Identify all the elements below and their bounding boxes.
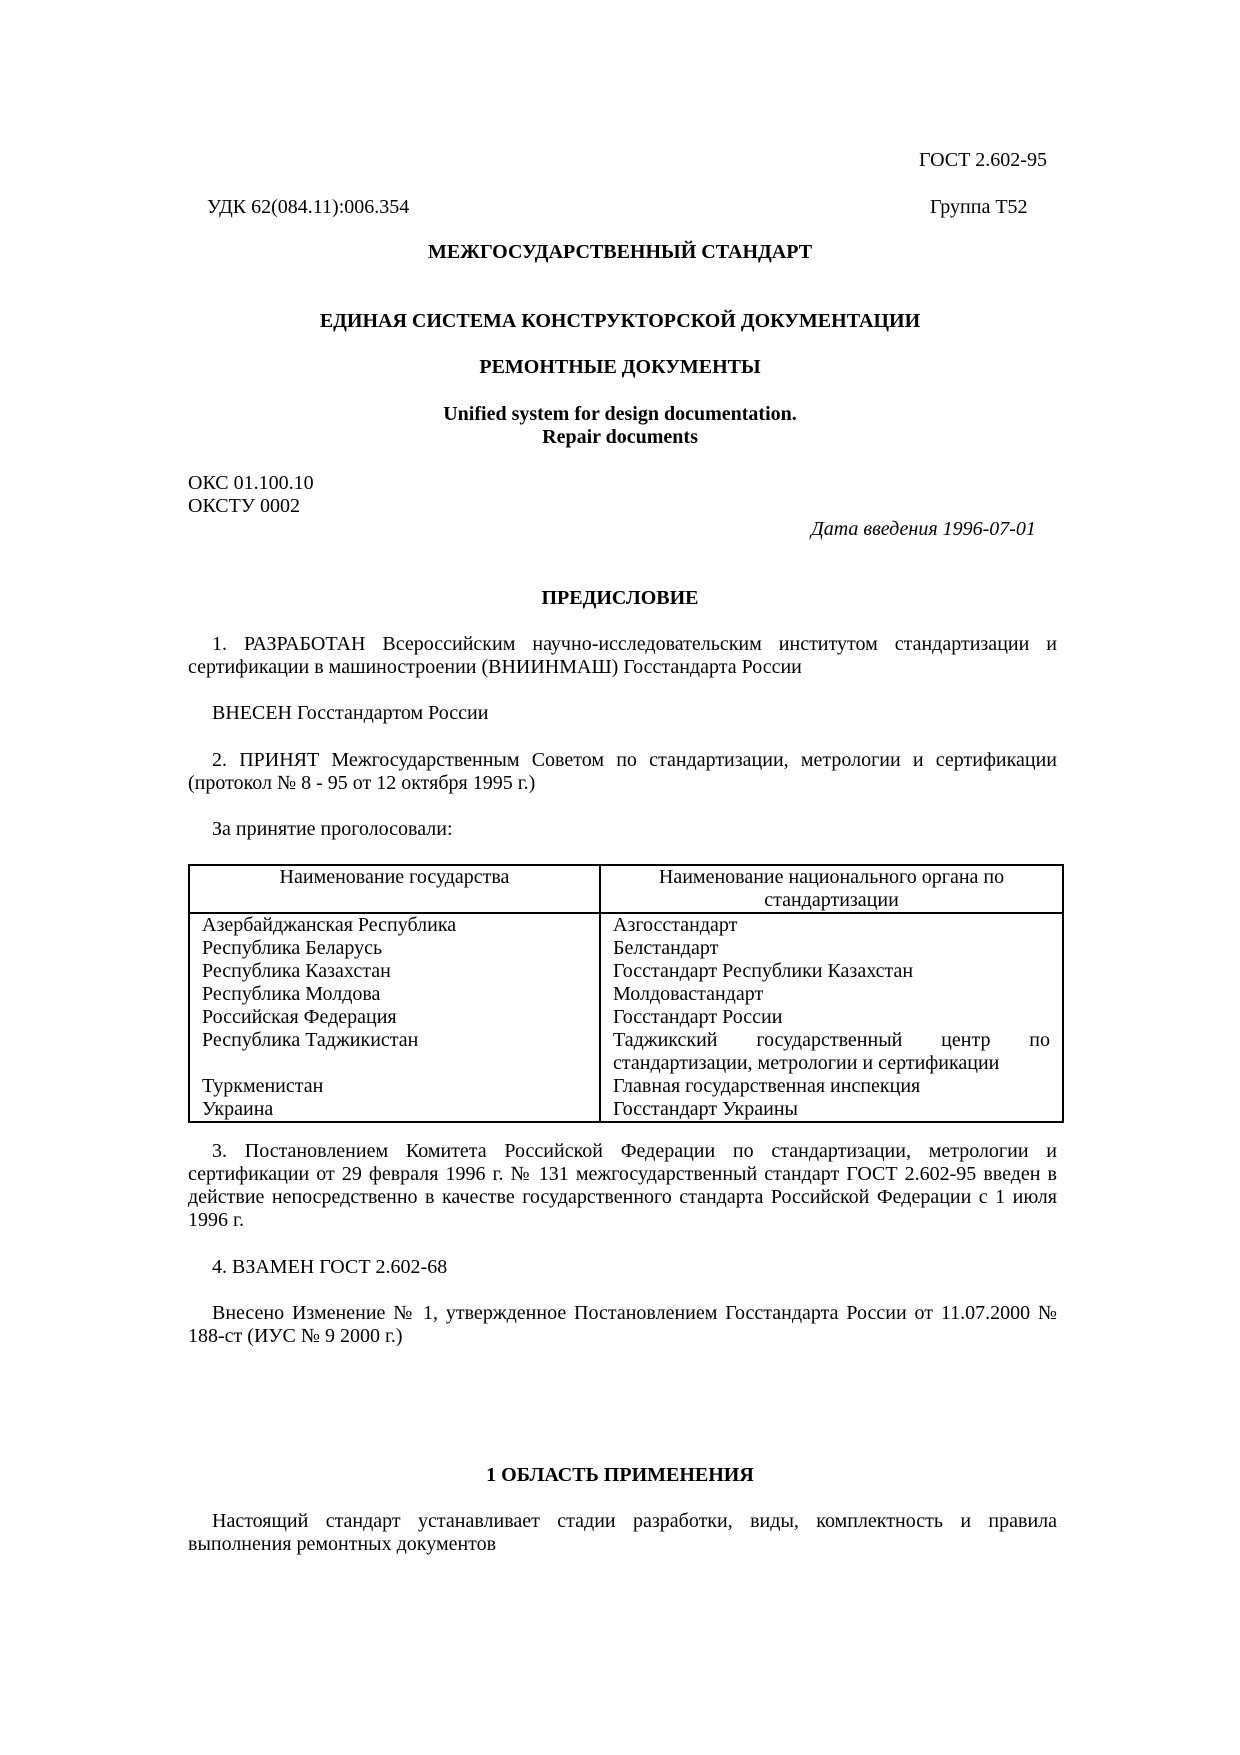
foreword-paragraph-1: 1. РАЗРАБОТАН Всероссийским научно-исследовательским институтом стандартизации и сертификации в машиностроении (ВНИИНМАШ) Госстандарта России [188, 633, 1057, 678]
document-subject-title: РЕМОНТНЫЕ ДОКУМЕНТЫ [479, 356, 761, 378]
section-1-text: Настоящий стандарт устанавливает стадии разработки, виды, комплектность и правила выполнения ремонтных документов [188, 1510, 1057, 1555]
state-cell: Азербайджанская Республика [189, 913, 600, 937]
section-1-heading: 1 ОБЛАСТЬ ПРИМЕНЕНИЯ [486, 1464, 754, 1486]
state-cell: Республика Молдова [189, 983, 600, 1006]
voting-table [188, 864, 1064, 1123]
column-header-standards-body-text: Наименование национального органа по стандартизации [658, 866, 1005, 911]
english-title-line-1: Unified system for design documentation. [443, 403, 797, 425]
column-header-state: Наименование государства [189, 865, 600, 913]
state-cell: Республика Казахстан [189, 960, 600, 983]
body-cell: Главная государственная инспекция [600, 1075, 1063, 1098]
table-row [189, 1098, 1063, 1122]
interstate-standard-title: МЕЖГОСУДАРСТВЕННЫЙ СТАНДАРТ [427, 241, 813, 263]
english-title-line-2: Repair documents [542, 426, 698, 448]
table-row [189, 1075, 1063, 1098]
body-cell: Госстандарт Республики Казахстан [600, 960, 1063, 983]
state-cell: Украина [189, 1098, 600, 1122]
table-row [189, 913, 1063, 937]
column-header-standards-body [600, 865, 1063, 913]
state-cell: Российская Федерация [189, 1006, 600, 1029]
group-code: Группа Т52 [930, 196, 1028, 218]
table-row [189, 937, 1063, 960]
foreword-voted: За принятие проголосовали: [212, 818, 453, 840]
okstu-code: ОКСТУ 0002 [188, 495, 301, 517]
foreword-amendment: Внесено Изменение № 1, утвержденное Постановлением Госстандарта России от 11.07.2000 № 188-ст (ИУС № 9 2000 г.) [188, 1302, 1057, 1347]
foreword-paragraph-4: 4. ВЗАМЕН ГОСТ 2.602-68 [212, 1256, 448, 1278]
table-row [189, 983, 1063, 1006]
body-cell: Азгосстандарт [600, 913, 1063, 937]
body-cell: Белстандарт [600, 937, 1063, 960]
introduction-date: Дата введения 1996-07-01 [811, 518, 1036, 540]
table-row [189, 960, 1063, 983]
body-cell: Госстандарт России [600, 1006, 1063, 1029]
body-cell: Госстандарт Украины [600, 1098, 1063, 1122]
body-cell: Молдовастандарт [600, 983, 1063, 1006]
foreword-paragraph-2: 2. ПРИНЯТ Межгосударственным Советом по стандартизации, метрологии и сертификации (протокол № 8 - 95 от 12 октября 1995 г.) [188, 749, 1057, 794]
body-cell: Таджикский государственный центр по стандартизации, метрологии и сертификации [600, 1029, 1063, 1075]
table-row [189, 1006, 1063, 1029]
udk-code: УДК 62(084.11):006.354 [207, 196, 410, 218]
table-header-row [189, 865, 1063, 913]
gost-code: ГОСТ 2.602-95 [919, 149, 1047, 171]
system-title: ЕДИНАЯ СИСТЕМА КОНСТРУКТОРСКОЙ ДОКУМЕНТАЦИИ [319, 310, 921, 332]
table-row [189, 1029, 1063, 1075]
foreword-introduced: ВНЕСЕН Госстандартом России [212, 702, 489, 724]
oks-code: ОКС 01.100.10 [188, 472, 314, 494]
state-cell: Республика Беларусь [189, 937, 600, 960]
state-cell: Туркменистан [189, 1075, 600, 1098]
foreword-paragraph-3: 3. Постановлением Комитета Российской Федерации по стандартизации, метрологии и сертификации от 29 февраля 1996 г. № 131 межгосударственный стандарт ГОСТ 2.602-95 введен в действие непосредственно в качестве государственного стандарта Российской Федерации с 1 июля 1996 г. [188, 1140, 1057, 1231]
state-cell: Республика Таджикистан [189, 1029, 600, 1075]
foreword-heading: ПРЕДИСЛОВИЕ [541, 587, 699, 609]
